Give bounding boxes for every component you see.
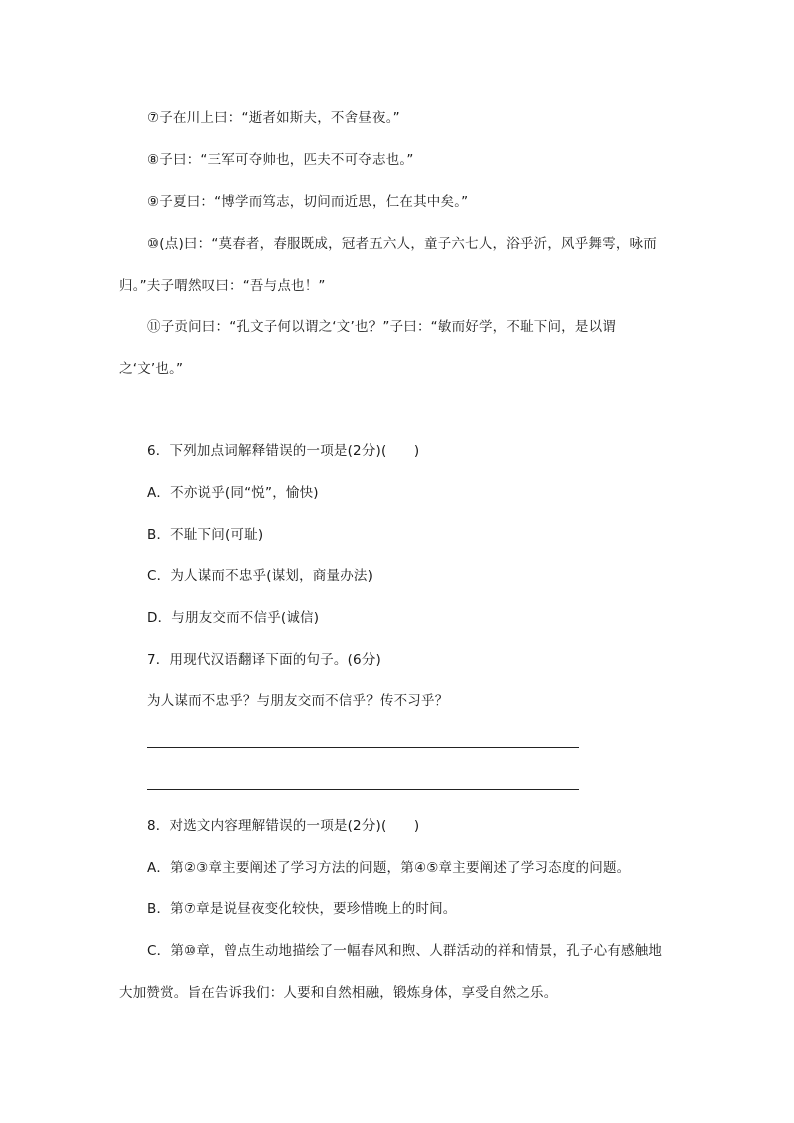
question-8-option-c-line-1: C．第⑩章，曾点生动地描绘了一幅春风和煦、人群活动的祥和情景，孔子心有感触地: [147, 943, 663, 959]
passage-chapter-10-line-1: ⑩(点)曰：“莫春者，春服既成，冠者五六人，童子六七人，浴乎沂，风乎舞雩，咏而: [147, 236, 657, 252]
answer-line-1[interactable]: [147, 747, 579, 748]
question-7-stem: 7．用现代汉语翻译下面的句子。(6分): [147, 652, 382, 668]
passage-chapter-7: ⑦子在川上曰：“逝者如斯夫，不舍昼夜。”: [147, 110, 400, 126]
question-8-stem: 8．对选文内容理解错误的一项是(2分)( ): [147, 818, 420, 834]
question-6-option-b: B．不耻下问(可耻): [147, 527, 264, 543]
question-6-option-c: C．为人谋而不忠乎(谋划，商量办法): [147, 568, 374, 584]
passage-chapter-10-line-2: 归。”夫子喟然叹曰：“吾与点也！”: [119, 278, 326, 294]
question-6-option-a: A．不亦说乎(同“悦”，愉快): [147, 485, 319, 501]
passage-chapter-11-line-2: 之‘文’也。”: [119, 361, 184, 377]
question-7-sentence: 为人谋而不忠乎？与朋友交而不信乎？传不习乎？: [147, 693, 449, 709]
question-8-option-a: A．第②③章主要阐述了学习方法的问题，第④⑤章主要阐述了学习态度的问题。: [147, 860, 631, 876]
question-8-option-c-line-2: 大加赞赏。旨在告诉我们：人要和自然相融，锻炼身体，享受自然之乐。: [119, 985, 558, 1001]
question-6-stem: 6．下列加点词解释错误的一项是(2分)( ): [147, 443, 420, 459]
passage-chapter-8: ⑧子曰：“三军可夺帅也，匹夫不可夺志也。”: [147, 152, 414, 168]
passage-chapter-11-line-1: ⑪子贡问曰：“孔文子何以谓之‘文’也？”子曰：“敏而好学，不耻下问，是以谓: [147, 319, 616, 335]
question-6-option-d: D．与朋友交而不信乎(诚信): [147, 610, 320, 626]
passage-chapter-9: ⑨子夏曰：“博学而笃志，切问而近思，仁在其中矣。”: [147, 194, 469, 210]
question-8-option-b: B．第⑦章是说昼夜变化较快，要珍惜晚上的时间。: [147, 901, 457, 917]
answer-line-2[interactable]: [147, 789, 579, 790]
